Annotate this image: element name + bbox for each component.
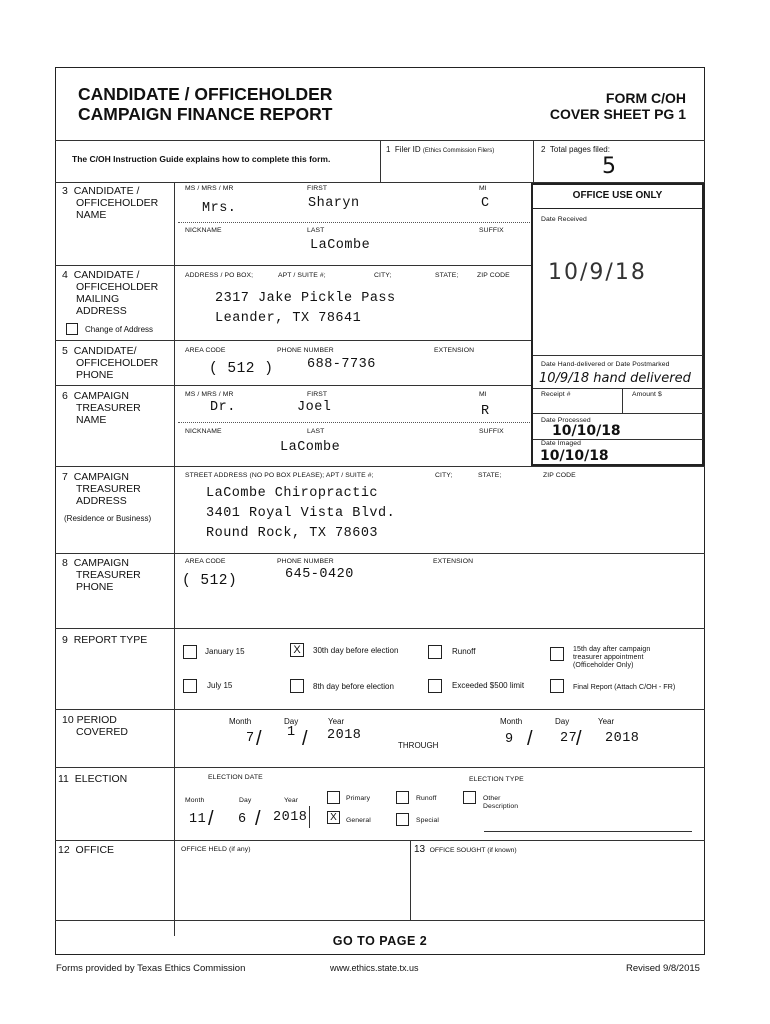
election-month[interactable]: 11 [189, 812, 207, 827]
election-runoff-checkbox[interactable] [396, 791, 409, 804]
filer-id-field[interactable] [390, 160, 530, 178]
period-from-month[interactable]: 7 [246, 731, 255, 746]
slash: / [576, 728, 582, 750]
section-3-label: 3 CANDIDATE / OFFICEHOLDER NAME [62, 185, 159, 221]
slash: / [302, 728, 308, 750]
form-title-line2: CAMPAIGN FINANCE REPORT [78, 104, 333, 124]
imaged-value: 10/10/18 [540, 448, 609, 464]
instructions-text: The C/OH Instruction Guide explains how to complete this form. [72, 154, 331, 164]
s11-type-header: ELECTION TYPE [469, 776, 524, 783]
candidate-phone[interactable]: 688-7736 [307, 357, 376, 372]
s4-apt-header: APT / SUITE #; [278, 272, 326, 279]
s4-city-header: CITY; [374, 272, 392, 279]
processed-value: 10/10/18 [552, 423, 621, 439]
section-11-label: 11 ELECTION [58, 773, 128, 785]
s7-residence-note: (Residence or Business) [64, 514, 152, 523]
office-held-label: OFFICE HELD (if any) [181, 846, 251, 853]
slash: / [208, 808, 214, 830]
s8-ext-header: EXTENSION [433, 558, 474, 565]
exceeded-label: Exceeded $500 limit [452, 681, 525, 690]
s7-zip-header: ZIP CODE [543, 472, 576, 479]
period-from-day[interactable]: 1 [287, 725, 296, 740]
office-sought-label: 13 OFFICE SOUGHT (if known) [414, 844, 517, 855]
15th-day-checkbox[interactable] [550, 647, 564, 661]
form-title-line1: CANDIDATE / OFFICEHOLDER [78, 84, 333, 104]
s5-phone-header: PHONE NUMBER [277, 347, 334, 354]
s3-first-header: FIRST [307, 185, 328, 192]
s11-day-header: Day [239, 797, 252, 804]
candidate-mi[interactable]: C [481, 196, 490, 211]
other-description-line [484, 831, 692, 832]
footer-revised: Revised 9/8/2015 [626, 963, 700, 974]
s8-area-header: AREA CODE [185, 558, 226, 565]
candidate-first-name[interactable]: Sharyn [308, 196, 360, 211]
imaged-label: Date Imaged [541, 440, 582, 447]
s3-mi-header: MI [479, 185, 487, 192]
treasurer-address-line1[interactable]: LaCombe Chiropractic [206, 486, 379, 501]
footer-left: Forms provided by Texas Ethics Commission [56, 963, 246, 974]
section-5-label: 5 CANDIDATE/ OFFICEHOLDER PHONE [62, 345, 159, 381]
other-label: Other Description [483, 795, 519, 810]
period-from-year[interactable]: 2018 [327, 728, 362, 743]
total-pages-label: 2 Total pages filed: [541, 145, 610, 154]
s7-street-header: STREET ADDRESS (NO PO BOX PLEASE); APT / SUITE #; [185, 472, 374, 479]
jan15-checkbox[interactable] [183, 645, 197, 659]
s7-city-header: CITY; [435, 472, 453, 479]
general-label: General [346, 817, 371, 824]
hand-delivered-value: 10/9/18 hand delivered [539, 371, 691, 386]
s11-year-header: Year [284, 797, 299, 804]
s6-nickname-header: NICKNAME [185, 428, 222, 435]
slash: / [256, 728, 262, 750]
s11-date-header: ELECTION DATE [208, 774, 263, 781]
30th-day-checkbox[interactable]: X [290, 643, 304, 657]
s4-address-header: ADDRESS / PO BOX; [185, 272, 254, 279]
receipt-label: Receipt # [541, 391, 571, 398]
jan15-label: January 15 [205, 647, 245, 656]
other-checkbox[interactable] [463, 791, 476, 804]
final-report-checkbox[interactable] [550, 679, 564, 693]
special-checkbox[interactable] [396, 813, 409, 826]
hand-delivered-label: Date Hand-delivered or Date Postmarked [541, 361, 670, 368]
candidate-address-line2[interactable]: Leander, TX 78641 [215, 311, 362, 326]
8th-day-label: 8th day before election [313, 682, 394, 691]
processed-label: Date Processed [541, 417, 591, 424]
s6-title-header: MS / MRS / MR [185, 391, 234, 398]
primary-label: Primary [346, 795, 371, 802]
section-12-label: 12 OFFICE [58, 844, 115, 856]
special-label: Special [416, 817, 439, 824]
candidate-address-line1[interactable]: 2317 Jake Pickle Pass [215, 291, 396, 306]
change-of-address-label: Change of Address [85, 325, 154, 334]
15th-day-label: 15th day after campaign treasurer appointment (Officeholder Only) [573, 646, 651, 669]
period-to-year[interactable]: 2018 [605, 731, 640, 746]
s7-state-header: STATE; [478, 472, 502, 479]
exceeded-checkbox[interactable] [428, 679, 442, 693]
s5-ext-header: EXTENSION [434, 347, 475, 354]
section-7-label: 7 CAMPAIGN TREASURER ADDRESS [62, 471, 141, 507]
s6-mi-header: MI [479, 391, 487, 398]
filer-id-label: 1 Filer ID (Ethics Commission Filers) [386, 145, 495, 154]
form-id-line2: COVER SHEET PG 1 [549, 106, 686, 122]
s8-phone-header: PHONE NUMBER [277, 558, 334, 565]
treasurer-phone[interactable]: 645-0420 [285, 567, 354, 582]
date-received-stamp: 10/9/18 [548, 260, 647, 285]
treasurer-last-name[interactable]: LaCombe [280, 440, 341, 455]
jul15-label: July 15 [207, 681, 233, 690]
office-held-field[interactable] [178, 858, 404, 918]
s6-suffix-header: SUFFIX [479, 428, 504, 435]
election-year[interactable]: 2018 [273, 810, 308, 825]
office-use-title: OFFICE USE ONLY [572, 190, 663, 201]
s10-from-day-header: Day [284, 717, 299, 726]
jul15-checkbox[interactable] [183, 679, 197, 693]
go-to-page-2: GO TO PAGE 2 [332, 934, 428, 948]
s10-to-day-header: Day [555, 717, 570, 726]
s3-title-header: MS / MRS / MR [185, 185, 234, 192]
section-9-label: 9 REPORT TYPE [62, 634, 148, 646]
election-day[interactable]: 6 [238, 812, 247, 827]
treasurer-first-name[interactable]: Joel [297, 400, 332, 415]
section-6-label: 6 CAMPAIGN TREASURER NAME [62, 390, 141, 426]
change-of-address-checkbox[interactable] [66, 323, 78, 335]
treasurer-area-code[interactable]: ( 512) [182, 573, 238, 589]
form-id-line1: FORM C/OH [605, 90, 686, 106]
section-8-label: 8 CAMPAIGN TREASURER PHONE [62, 557, 141, 593]
treasurer-title[interactable]: Dr. [210, 400, 236, 415]
primary-checkbox[interactable] [327, 791, 340, 804]
s5-area-header: AREA CODE [185, 347, 226, 354]
s10-to-year-header: Year [598, 717, 615, 726]
s4-zip-header: ZIP CODE [477, 272, 510, 279]
date-received-label: Date Received [541, 216, 587, 223]
treasurer-mi[interactable]: R [481, 404, 490, 419]
period-to-month[interactable]: 9 [505, 732, 514, 747]
s4-state-header: STATE; [435, 272, 459, 279]
amount-label: Amount $ [632, 391, 662, 398]
total-pages-value[interactable]: 5 [602, 154, 616, 179]
8th-day-checkbox[interactable] [290, 679, 304, 693]
s6-first-header: FIRST [307, 391, 328, 398]
s3-last-header: LAST [307, 227, 325, 234]
s3-suffix-header: SUFFIX [479, 227, 504, 234]
runoff-checkbox[interactable] [428, 645, 442, 659]
section-4-label: 4 CANDIDATE / OFFICEHOLDER MAILING ADDRESS [62, 269, 159, 317]
treasurer-address-line2[interactable]: 3401 Royal Vista Blvd. [206, 506, 396, 521]
slash: / [255, 808, 261, 830]
through-label: THROUGH [398, 741, 439, 750]
s10-from-year-header: Year [328, 717, 345, 726]
runoff-label: Runoff [452, 647, 476, 656]
30th-day-label: 30th day before election [313, 646, 399, 655]
s3-nickname-header: NICKNAME [185, 227, 222, 234]
final-report-label: Final Report (Attach C/OH - FR) [573, 682, 676, 691]
s10-to-month-header: Month [500, 717, 523, 726]
s11-month-header: Month [185, 797, 205, 804]
footer-url[interactable]: www.ethics.state.tx.us [330, 963, 419, 973]
election-runoff-label: Runoff [416, 795, 437, 802]
s10-from-month-header: Month [229, 717, 252, 726]
candidate-last-name[interactable]: LaCombe [310, 238, 371, 253]
office-sought-field[interactable] [414, 858, 699, 918]
general-checkbox[interactable]: X [327, 811, 340, 824]
candidate-title[interactable]: Mrs. [202, 201, 237, 216]
candidate-area-code[interactable]: ( 512 ) [209, 361, 274, 377]
period-to-day[interactable]: 27 [560, 731, 578, 746]
treasurer-address-line3[interactable]: Round Rock, TX 78603 [206, 526, 379, 541]
s6-last-header: LAST [307, 428, 325, 435]
slash: / [527, 728, 533, 750]
section-10-label: 10 PERIOD COVERED [62, 714, 128, 738]
